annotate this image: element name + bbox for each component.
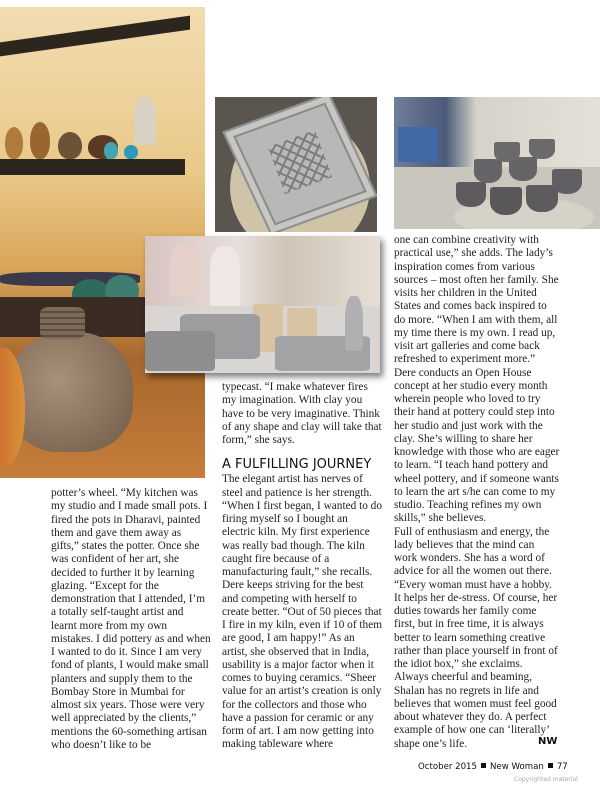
- lantern: [170, 244, 200, 296]
- magazine-name: New Woman: [490, 762, 544, 772]
- column-2-intro: typecast. “I make whatever fires my imagination. With clay you have to be very imaginative. Think of any shape and clay will take that form,” she says.: [222, 381, 382, 446]
- end-mark-logo: NW: [538, 736, 558, 747]
- issue-date: October 2015: [418, 762, 477, 772]
- vase: [30, 122, 50, 159]
- shelf-top: [0, 16, 190, 57]
- copyright-notice: Copyrighted material: [514, 776, 578, 783]
- photo-carved-tile: [215, 97, 377, 232]
- grey-bottle: [345, 296, 363, 351]
- figurine: [134, 97, 156, 145]
- bowl: [529, 139, 555, 159]
- separator-square-icon: [481, 763, 486, 768]
- bowl: [526, 185, 558, 212]
- column-3-paragraph: Full of enthusiasm and energy, the lady believes that the mind can work wonders. She has a word of advice for all the women out there. “Every woman must have a hobby. It helps her de-stress. Of course, her duties towards her family come first, but in free time, it is always better to learn something creative rather than place yourself in front of the idiot box,” she exclaims.: [394, 525, 558, 670]
- blue-cabinet: [398, 127, 438, 162]
- column-3-paragraph: Always cheerful and beaming, Shalan has no regrets in life and believes that women must feel good about whatever they do. A perfect example of how one can ‘literally’ shape one’s life.: [394, 671, 557, 750]
- large-clay-pot: [8, 332, 133, 452]
- lantern: [210, 246, 240, 306]
- photo-clay-dishes: [145, 236, 380, 373]
- bowl: [552, 169, 582, 194]
- article-column-1: [51, 487, 211, 752]
- column-3-paragraph: one can combine creativity with practical use,” she adds. The lady’s inspiration comes from various sources – most often her family. She visits her children in the United States and comes back inspired to do more. “When I am with them, all my time there is my own. I read up, visit art galleries and come back refreshed to experiment more.”: [394, 234, 559, 366]
- vase: [58, 132, 82, 159]
- article-column-2: [222, 381, 382, 752]
- vase-turquoise: [124, 145, 138, 159]
- shelf-middle: [0, 159, 185, 175]
- column-3-paragraph: Dere conducts an Open House concept at her studio every month wherein people who loved to try their hand at pottery could step into her studio and just work with the clay. She’s willing to share her knowledge with those who are eager to learn. “I teach hand pottery and wheel pottery, and if someone wants to learn the art s/he can come to my studio. Teaching refines my own skills,” she believes.: [394, 366, 560, 525]
- bowl: [474, 159, 502, 183]
- vase: [5, 127, 23, 159]
- bowl: [494, 142, 520, 162]
- coiled-neck: [40, 307, 85, 339]
- grey-dish: [145, 331, 215, 371]
- vase-turquoise: [104, 142, 118, 159]
- photo-studio-bowls: [394, 97, 600, 229]
- bowl: [490, 187, 522, 215]
- column-1-text: potter’s wheel. “My kitchen was my studio and I made small pots. I fired the pots in Dharavi, painted them and gave them away as gifts,” states the potter. Once she was confident of her art, she decided to further it by learning glazing. “Except for the demonstration that I attended, I’m a totally self-taught artist and learnt more from my own mistakes. I did pottery as and when I wanted to do it. Since I am very fond of plants, I would make small planters and supply them to the Bombay Store in Mumbai for almost six years. Those were very well appreciated by the clients,” mentions the 60-something artisan who doesn’t like to be: [51, 487, 211, 751]
- section-heading: A FULFILLING JOURNEY: [222, 457, 372, 473]
- bowl: [456, 182, 486, 207]
- page-footer: [418, 762, 568, 772]
- page-number: 77: [556, 762, 568, 772]
- article-column-3: [394, 234, 560, 751]
- separator-square-icon: [548, 763, 553, 768]
- column-2-body: The elegant artist has nerves of steel and patience is her strength. “When I first began, I wanted to do firing myself so I bought an electric kiln. My first experience was really bad though. The kiln caught fire because of a manufacturing fault,” she recalls. Dere keeps striving for the best and competing with herself to create better. “Out of 50 pieces that I fire in my kiln, even if 10 of them are good, I am happy!” As an artist, she observed that in India, usability is a major factor when it comes to buying ceramics. “Sheer value for an artist’s creation is only for the collectors and those who have a passion for ceramic or any form of art. I am now getting into making tableware where: [222, 473, 382, 751]
- beige-cup: [287, 308, 317, 338]
